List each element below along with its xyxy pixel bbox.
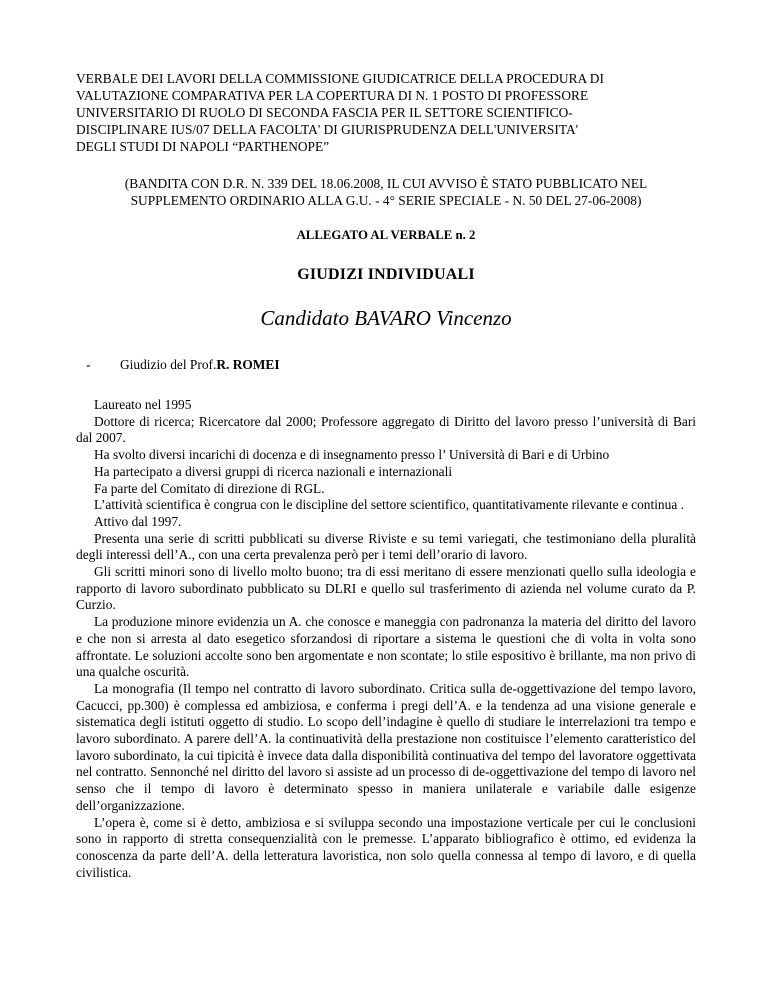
- judge-name: R. ROMEI: [216, 357, 280, 372]
- paragraph: Fa parte del Comitato di direzione di RGL.: [94, 480, 325, 496]
- list-dash: -: [86, 357, 91, 372]
- bando-line: SUPPLEMENTO ORDINARIO ALLA G.U. - 4° SERIE SPECIALE - N. 50 DEL 27-06-2008): [130, 193, 642, 208]
- allegato-label: ALLEGATO AL VERBALE n. 2: [296, 228, 476, 242]
- heading-line: VALUTAZIONE COMPARATIVA PER LA COPERTURA DI N. 1 POSTO DI PROFESSORE: [76, 88, 589, 103]
- paragraph: L’opera è, come si è detto, ambiziosa e si sviluppa secondo una impostazione verticale per cui le conclusioni sono in rapporto di stretta consequenzialità con le premesse. L’apparato bibliografico è ottimo, ed evidenza la conoscenza da parte dell’A. della letteratura lavoristica, non solo quella connessa al tempo di lavoro, e di quella civilistica.: [76, 814, 696, 880]
- heading-line: DEGLI STUDI DI NAPOLI “PARTHENOPE”: [76, 139, 330, 154]
- candidate-title: Candidato BAVARO Vincenzo: [260, 306, 512, 330]
- paragraph: La monografia (Il tempo nel contratto di lavoro subordinato. Critica sulla de-oggettivazione del tempo lavoro, Cacucci, pp.300) è complessa ed ambiziosa, e conferma i pregi dell’A. e la tendenza ad una visione generale e sistematica degli istituti oggetto di studio. Lo scopo dell’indagine è quello di studiare le interrelazioni tra tempo e lavoro subordinato. A parere dell’A. la continuatività della prestazione non costituisce l’elemento caratteristico del lavoro subordinato, la cui tipicità è invece data dalla disponibilità continuativa del tempo del lavoratore oggettivata nel contratto. Sennonché nel diritto del lavoro si assiste ad un processo di de-oggettivazione del tempo di lavoro nel senso che il tempo di lavoro è determinato spesso in maniera unilaterale e variabile dalle esigenze dell’organizzazione.: [76, 680, 696, 813]
- document-heading: [76, 70, 696, 155]
- paragraph: Ha partecipato a diversi gruppi di ricerca nazionali e internazionali: [94, 463, 453, 479]
- paragraph: La produzione minore evidenzia un A. che conosce e maneggia con padronanza la materia del diritto del lavoro e che non si arresta al dato esegetico sforzandosi di riportare a sistema le questioni che di volta in volta sono affrontate. Le soluzioni accolte sono ben argomentate e non scontate; lo stile espositivo è brillante, ma non privo di una qualche oscurità.: [76, 614, 696, 680]
- judge-prefix: Giudizio del Prof.: [120, 357, 217, 372]
- heading-line: DISCIPLINARE IUS/07 DELLA FACOLTA' DI GIURISPRUDENZA DELL'UNIVERSITA': [76, 122, 579, 137]
- heading-line: UNIVERSITARIO DI RUOLO DI SECONDA FASCIA PER IL SETTORE SCIENTIFICO-: [76, 105, 573, 120]
- judge-line: [76, 357, 696, 373]
- paragraph: L’attività scientifica è congrua con le discipline del settore scientifico, quantitativamente rilevante e continua .: [94, 497, 684, 513]
- section-title: GIUDIZI INDIVIDUALI: [297, 266, 475, 283]
- paragraph: Presenta una serie di scritti pubblicati su diverse Riviste e su temi variegati, che testimoniano della pluralità degli interessi dell’A., con una certa prevalenza però per i temi dell’orario di lavoro.: [76, 530, 696, 563]
- bando-reference: [76, 175, 696, 209]
- bando-line: (BANDITA CON D.R. N. 339 DEL 18.06.2008, IL CUI AVVISO È STATO PUBBLICATO NEL: [124, 176, 648, 191]
- paragraph: Attivo dal 1997.: [94, 513, 182, 529]
- paragraph: Dottore di ricerca; Ricercatore dal 2000; Professore aggregato di Diritto del lavoro presso l’università di Bari dal 2007.: [76, 413, 696, 446]
- paragraph: Ha svolto diversi incarichi di docenza e di insegnamento presso l’ Università di Bari e di Urbino: [94, 447, 610, 463]
- heading-line: VERBALE DEI LAVORI DELLA COMMISSIONE GIUDICATRICE DELLA PROCEDURA DI: [76, 71, 604, 86]
- judgement-body: [76, 397, 696, 881]
- paragraph: Gli scritti minori sono di livello molto buono; tra di essi meritano di essere menzionati quello sulla ideologia e rapporto di lavoro subordinato pubblicato su DLRI e quello sul trasferimento di azienda nel volume curato da P. Curzio.: [76, 564, 696, 613]
- paragraph: Laureato nel 1995: [94, 397, 192, 412]
